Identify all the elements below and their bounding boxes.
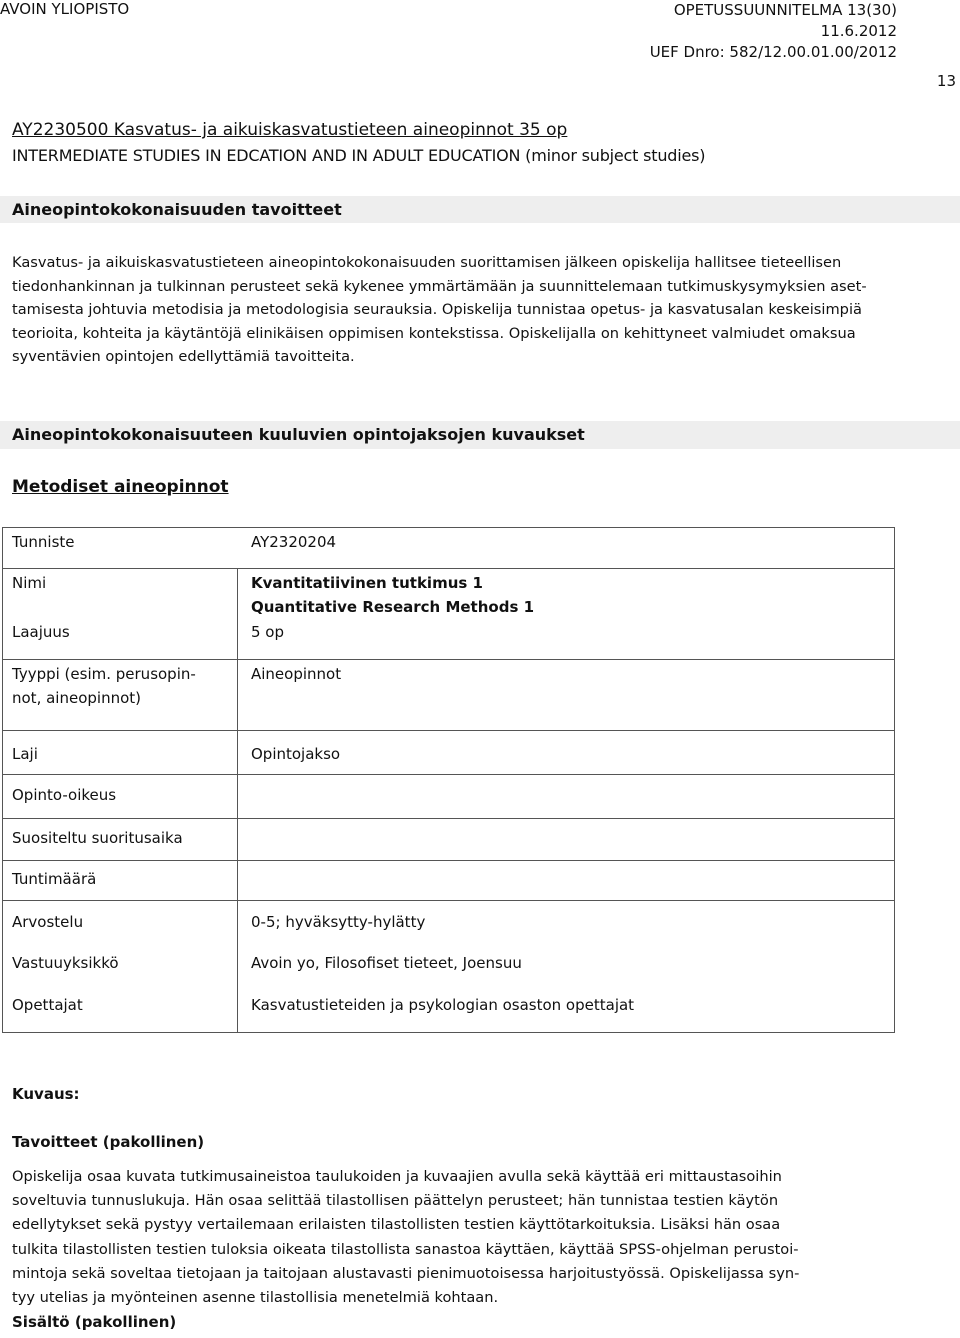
opettajat-label: Opettajat bbox=[12, 996, 83, 1014]
laajuus-label: Laajuus bbox=[12, 623, 70, 641]
opinto-oikeus-label: Opinto-oikeus bbox=[12, 786, 117, 804]
table-row-divider bbox=[2, 774, 895, 775]
tavoitteet-line: tyy utelias ja myönteinen asenne tilastollisia menetelmiä kohtaan. bbox=[12, 1289, 499, 1307]
suoritusaika-label: Suositeltu suoritusaika bbox=[12, 829, 183, 847]
subheading-method-studies: Metodiset aineopinnot bbox=[12, 477, 229, 497]
tavoitteet-line: soveltuvia tunnuslukuja. Hän osaa selittää tilastollisen päättelyn perusteet; hän tunnistaa testien käytön bbox=[12, 1192, 779, 1210]
goals-line: teorioita, kohteita ja käytäntöjä elinikäisen oppimisen kontekstissa. Opiskelijalla on kehittyneet valmiudet omaksua bbox=[12, 324, 856, 342]
tyyppi-value: Aineopinnot bbox=[251, 665, 342, 683]
goals-line: syventävien opintojen edellyttämiä tavoitteita. bbox=[12, 348, 355, 366]
course-title: AY2230500 Kasvatus- ja aikuiskasvatustieteen aineopinnot 35 op bbox=[12, 120, 568, 140]
tuntimaara-label: Tuntimäärä bbox=[12, 870, 97, 888]
goals-line: tamisesta johtuvia metodisia ja metodologisia seurauksia. Opiskelija tunnistaa opetus- ja kasvatusalan keskeisimpiä bbox=[12, 301, 862, 319]
table-row-divider bbox=[2, 730, 895, 731]
table-row-divider bbox=[2, 860, 895, 861]
arvostelu-value: 0-5; hyväksytty-hylätty bbox=[251, 913, 426, 931]
tunniste-value: AY2320204 bbox=[251, 533, 337, 551]
goals-paragraph bbox=[12, 251, 942, 369]
table-row-divider bbox=[2, 818, 895, 819]
goals-line: tiedonhankinnan ja tulkinnan perusteet sekä kykenee ymmärtämään ja suunnittelemaan tutkimuskysymyksien aset- bbox=[12, 277, 867, 295]
nimi-value-english: Quantitative Research Methods 1 bbox=[251, 598, 535, 616]
header-date: 11.6.2012 bbox=[820, 22, 897, 40]
laji-label: Laji bbox=[12, 745, 38, 763]
sisalto-heading: Sisältö (pakollinen) bbox=[12, 1313, 177, 1331]
header-reference-number: UEF Dnro: 582/12.00.01.00/2012 bbox=[649, 43, 897, 61]
table-row-divider bbox=[2, 568, 895, 569]
vastuuyksikko-label: Vastuuyksikkö bbox=[12, 954, 119, 972]
laji-value: Opintojakso bbox=[251, 745, 341, 763]
section-heading-goals: Aineopintokokonaisuuden tavoitteet bbox=[0, 196, 960, 223]
kuvaus-heading: Kuvaus: bbox=[12, 1085, 80, 1103]
course-title-english: INTERMEDIATE STUDIES IN EDCATION AND IN ADULT EDUCATION (minor subject studies) bbox=[12, 146, 706, 165]
table-row-divider bbox=[2, 659, 895, 660]
tyyppi-label bbox=[12, 662, 196, 710]
arvostelu-label: Arvostelu bbox=[12, 913, 84, 931]
goals-line: Kasvatus- ja aikuiskasvatustieteen aineopintokokonaisuuden suorittamisen jälkeen opiskelija hallitsee tieteellisen bbox=[12, 254, 842, 271]
opettajat-value: Kasvatustieteiden ja psykologian osaston opettajat bbox=[251, 996, 635, 1014]
tunniste-label: Tunniste bbox=[12, 533, 75, 551]
header-organization: AVOIN YLIOPISTO bbox=[0, 0, 130, 18]
table-row-divider bbox=[2, 900, 895, 901]
vastuuyksikko-value: Avoin yo, Filosofiset tieteet, Joensuu bbox=[251, 954, 522, 972]
tavoitteet-paragraph bbox=[12, 1165, 892, 1310]
section-heading-course-descriptions: Aineopintokokonaisuuteen kuuluvien opintojaksojen kuvaukset bbox=[0, 421, 960, 449]
nimi-value-finnish: Kvantitatiivinen tutkimus 1 bbox=[251, 574, 483, 592]
tavoitteet-line: mintoja sekä soveltaa tietojaan ja taitojaan alustavasti pienimuotoisessa harjoitustyössä. Opiskelijassa syn- bbox=[12, 1264, 800, 1282]
tavoitteet-line: tulkita tilastollisten testien tuloksia oikeata tilastollista sanastoa käyttäen, käyttää SPSS-ohjelman perustoi- bbox=[12, 1240, 799, 1258]
tavoitteet-line: Opiskelija osaa kuvata tutkimusaineistoa taulukoiden ja kuvaajien avulla sekä käyttää eri mittaustasoihin bbox=[12, 1168, 782, 1185]
tyyppi-label-line: Tyyppi (esim. perusopin- bbox=[12, 665, 196, 683]
header-document-title: OPETUSSUUNNITELMA 13(30) bbox=[673, 1, 897, 19]
page-number: 13 bbox=[936, 72, 956, 90]
tavoitteet-line: edellytykset sekä pystyy vertailemaan erilaisten tilastollisten testien käyttötarkoituksia. Lisäksi hän osaa bbox=[12, 1216, 781, 1234]
table-column-divider bbox=[237, 568, 238, 1033]
nimi-label: Nimi bbox=[12, 574, 47, 592]
tyyppi-label-line: not, aineopinnot) bbox=[12, 689, 141, 707]
tavoitteet-heading: Tavoitteet (pakollinen) bbox=[12, 1133, 205, 1151]
laajuus-value: 5 op bbox=[251, 623, 285, 641]
header-document-info bbox=[650, 0, 897, 63]
